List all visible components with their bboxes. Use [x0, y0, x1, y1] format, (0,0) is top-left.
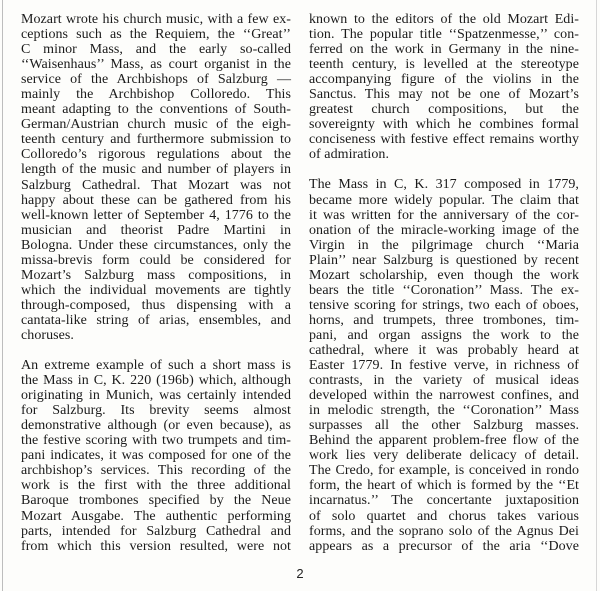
- text-line: surpasses all the other Salzburg masses.: [309, 418, 579, 434]
- text-line: well-known letter of September 4, 1776 to the: [21, 207, 291, 223]
- text-line: Bologna. Under these circumstances, only the: [21, 237, 291, 253]
- text-line: conciseness with festive effect remains worthy: [309, 132, 579, 148]
- text-line: appears as a precursor of the aria ‘‘Dove: [309, 538, 579, 554]
- text-line: through-composed, thus dispensing with a: [21, 297, 291, 313]
- text-line: Salzburg Cathedral. That Mozart was not: [21, 177, 291, 193]
- text-line: in melodic strength, the ‘‘Coronation’’ Mass: [309, 403, 579, 419]
- text-line: length of the music and number of players in: [21, 162, 291, 178]
- text-line: sovereignty with which he combines formal: [309, 117, 579, 133]
- text-line: which the individual movements are tightly: [21, 282, 291, 298]
- text-line: from which this version resulted, were not: [21, 538, 291, 554]
- text-line: known to the editors of the old Mozart Edi-: [309, 12, 579, 27]
- text-line: tensive scoring for strings, two each of oboes,: [309, 297, 579, 313]
- text-line: Mozart’s Salzburg mass compositions, in: [21, 267, 291, 283]
- text-line: pani indicates, it was composed for one of the: [21, 448, 291, 464]
- text-line: forms, and the soprano solo of the Agnus Dei: [309, 523, 579, 539]
- page-edge-left: [2, 0, 3, 591]
- text-line: ceptions such as the Requiem, the ‘‘Great’’: [21, 27, 291, 43]
- text-line: onation of the miracle-working image of the: [309, 222, 579, 238]
- text-line: service of the Archbishops of Salzburg —: [21, 72, 291, 88]
- text-line: work is the first with the three additional: [21, 478, 291, 494]
- text-line: happy about these can be gathered from his: [21, 192, 291, 208]
- text-line: Mozart Ausgabe. The authentic performing: [21, 508, 291, 524]
- text-line: Colloredo’s rigorous regulations about the: [21, 147, 291, 163]
- text-line: C minor Mass, and the early so-called: [21, 42, 291, 58]
- text-line: teenth century, is levelled at the stereotype: [309, 57, 579, 73]
- text-line: the festive scoring with two trumpets and tim-: [21, 433, 291, 449]
- text-line: the Mass in C, K. 220 (196b) which, although: [21, 373, 291, 389]
- text-line: demonstrative although (or even because), as: [21, 418, 291, 434]
- right-column: [309, 12, 579, 569]
- text-line: Plain’’ near Salzburg is questioned by recent: [309, 252, 579, 268]
- text-line: German/Austrian church music of the eigh-: [21, 117, 291, 133]
- text-line: choruses.: [21, 327, 74, 343]
- text-line: archbishop’s services. This recording of the: [21, 463, 291, 479]
- text-line: work lies very deliberate delicacy of detail.: [309, 448, 579, 464]
- text-line: greatest church compositions, but the: [309, 102, 579, 118]
- text-line: developed within the narrowest confines, and: [309, 388, 579, 404]
- paragraph-1: [21, 12, 291, 343]
- text-line: Mozart scholarship, even though the work: [309, 267, 579, 283]
- text-line: of solo quartet and chorus takes various: [309, 508, 579, 524]
- text-line: cathedral, where it was probably heard at: [309, 342, 579, 358]
- text-line: it was written for the anniversary of the cor-: [309, 207, 579, 223]
- text-line: Behind the apparent problem-free flow of the: [309, 433, 579, 449]
- text-line: Virgin in the pilgrimage church ‘‘Maria: [309, 237, 579, 253]
- text-line: incarnatus.’’ The concertante juxtaposition: [309, 493, 579, 509]
- text-line: mainly the Archbishop Colloredo. This: [21, 87, 291, 103]
- text-line: accompanying figure of the violins in the: [309, 72, 579, 88]
- text-line: The Mass in C, K. 317 composed in 1779,: [309, 177, 579, 193]
- text-line: parts, intended for Salzburg Cathedral and: [21, 523, 291, 539]
- text-line: cantata-like string of arias, ensembles, and: [21, 312, 291, 328]
- left-column: [21, 12, 291, 569]
- text-line: The Credo, for example, is conceived in rondo: [309, 463, 579, 479]
- text-line: Mozart wrote his church music, with a few ex-: [21, 12, 291, 27]
- text-line: meant adapting to the conventions of South-: [21, 102, 291, 118]
- text-line: An extreme example of such a short mass is: [21, 358, 291, 374]
- text-line: missa-brevis form could be considered for: [21, 252, 291, 268]
- text-line: became more widely popular. The claim that: [309, 192, 579, 208]
- text-line: form, the heart of which is formed by the ‘‘Et: [309, 478, 579, 494]
- text-line: for Salzburg. Its brevity seems almost: [21, 403, 291, 419]
- text-line: bears the title ‘‘Coronation’’ Mass. The ex-: [309, 282, 579, 298]
- text-line: horns, and trumpets, three trombones, tim-: [309, 312, 579, 328]
- paragraph-3: [309, 12, 579, 162]
- page-edge-right: [596, 0, 597, 591]
- text-line: Baroque trombones specified by the Neue: [21, 493, 291, 509]
- text-line: originating in Munich, was certainly intended: [21, 388, 291, 404]
- text-line: Easter 1779. In festive verve, in richness of: [309, 358, 579, 374]
- text-line: ferred on the work in Germany in the nine-: [309, 42, 579, 58]
- text-line: contrasts, in the variety of musical ideas: [309, 373, 579, 389]
- text-line: tion. The popular title ‘‘Spatzenmesse,’’ con-: [309, 27, 579, 43]
- text-line: musician and theorist Padre Martini in: [21, 222, 291, 238]
- text-line: of admiration.: [309, 147, 390, 163]
- text-line: Sanctus. This may not be one of Mozart’s: [309, 87, 579, 103]
- paragraph-2: [21, 358, 291, 554]
- text-line: ‘‘Waisenhaus’’ Mass, as court organist in the: [21, 57, 291, 73]
- text-line: pani, and organ assigns the work to the: [309, 327, 579, 343]
- paragraph-4: [309, 177, 579, 553]
- page-number: 2: [296, 566, 304, 581]
- text-line: teenth century and furthermore submission to: [21, 132, 291, 148]
